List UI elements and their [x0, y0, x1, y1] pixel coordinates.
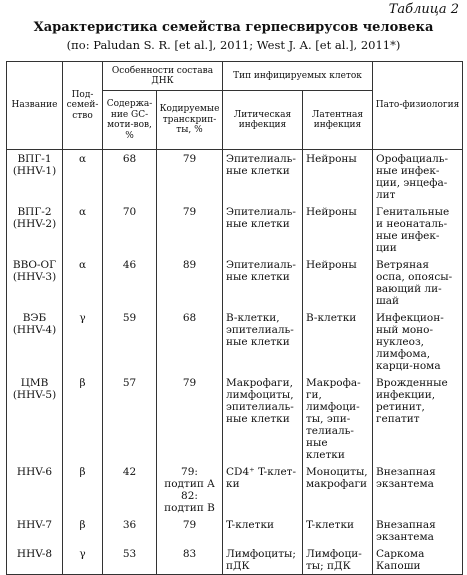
cell-name: ВПГ-2 (HHV-2): [7, 203, 63, 256]
cell-subfamily: β: [63, 374, 103, 463]
cell-subfamily: γ: [63, 309, 103, 374]
cell-lytic: Эпителиаль-ные клетки: [223, 150, 303, 204]
cell-name: HHV-7: [7, 516, 63, 545]
cell-subfamily: α: [63, 150, 103, 204]
table-row: [7, 309, 463, 374]
cell-transcripts: 79: подтип A 82: подтип B: [157, 463, 223, 516]
table-number: Таблица 2: [388, 2, 459, 17]
table-row: [7, 150, 463, 204]
cell-lytic: Эпителиаль-ные клетки: [223, 203, 303, 256]
cell-transcripts: 68: [157, 309, 223, 374]
cell-gc: 70: [103, 203, 157, 256]
table-subtitle: (по: Paludan S. R. [et al.], 2011; West J. A. [et al.], 2011*): [66, 38, 401, 52]
cell-gc: 42: [103, 463, 157, 516]
cell-pathophysiology: Врожденные инфекции, ретинит, гепатит: [373, 374, 463, 463]
cell-name: ВПГ-1 (HHV-1): [7, 150, 63, 204]
cell-subfamily: α: [63, 203, 103, 256]
cell-pathophysiology: Инфекцион-ный моно-нуклеоз, лимфома, карци-нома: [373, 309, 463, 374]
header-pathophysiology: Пато-физиология: [373, 62, 463, 150]
cell-gc: 36: [103, 516, 157, 545]
header-lytic: Литическая инфекция: [223, 91, 303, 150]
header-dna-group: Особенности состава ДНК: [103, 62, 223, 91]
table-row: [7, 516, 463, 545]
cell-pathophysiology: Генитальные и неонаталь-ные инфек-ции: [373, 203, 463, 256]
cell-pathophysiology: Внезапная экзантема: [373, 516, 463, 545]
cell-lytic: Макрофаги, лимфоциты, эпителиаль-ные клетки: [223, 374, 303, 463]
cell-pathophysiology: Ветряная оспа, опоясы-вающий ли-шай: [373, 256, 463, 309]
header-latent: Латентная инфекция: [303, 91, 373, 150]
cell-transcripts: 79: [157, 150, 223, 204]
cell-latent: Нейроны: [303, 203, 373, 256]
cell-gc: 46: [103, 256, 157, 309]
cell-gc: 68: [103, 150, 157, 204]
table-row: [7, 463, 463, 516]
table-row: [7, 203, 463, 256]
header-gc-content: Содержа-ние GC-моти-вов, %: [103, 91, 157, 150]
cell-subfamily: β: [63, 463, 103, 516]
cell-transcripts: 79: [157, 374, 223, 463]
cell-name: HHV-8: [7, 545, 63, 575]
header-name: Название: [7, 62, 63, 150]
cell-subfamily: β: [63, 516, 103, 545]
header-transcripts: Кодируемые транскрип-ты, %: [157, 91, 223, 150]
cell-latent: Макрофа-ги, лимфоци-ты, эпи-телиаль-ные клетки: [303, 374, 373, 463]
cell-name: HHV-6: [7, 463, 63, 516]
cell-name: ВВО-ОГ (HHV-3): [7, 256, 63, 309]
table-row: [7, 545, 463, 575]
cell-latent: T-клетки: [303, 516, 373, 545]
cell-name: ЦМВ (HHV-5): [7, 374, 63, 463]
cell-subfamily: γ: [63, 545, 103, 575]
cell-gc: 57: [103, 374, 157, 463]
cell-lytic: Эпителиаль-ные клетки: [223, 256, 303, 309]
cell-pathophysiology: Орофациаль-ные инфек-ции, энцефа-лит: [373, 150, 463, 204]
cell-lytic: CD4⁺ T-клет-ки: [223, 463, 303, 516]
cell-gc: 59: [103, 309, 157, 374]
cell-latent: B-клетки: [303, 309, 373, 374]
table-row: [7, 256, 463, 309]
herpesvirus-table: [6, 61, 463, 575]
cell-pathophysiology: Саркома Капоши: [373, 545, 463, 575]
cell-lytic: Лимфоциты; пДК: [223, 545, 303, 575]
cell-pathophysiology: Внезапная экзантема: [373, 463, 463, 516]
cell-latent: Моноциты, макрофаги: [303, 463, 373, 516]
cell-transcripts: 83: [157, 545, 223, 575]
cell-transcripts: 79: [157, 516, 223, 545]
table-row: [7, 374, 463, 463]
cell-subfamily: α: [63, 256, 103, 309]
header-cells-group: Тип инфицируемых клеток: [223, 62, 373, 91]
cell-latent: Нейроны: [303, 256, 373, 309]
cell-transcripts: 79: [157, 203, 223, 256]
cell-name: ВЭБ (HHV-4): [7, 309, 63, 374]
cell-lytic: T-клетки: [223, 516, 303, 545]
cell-latent: Лимфоци-ты; пДК: [303, 545, 373, 575]
table-title: Характеристика семейства герпесвирусов человека: [33, 20, 434, 35]
cell-latent: Нейроны: [303, 150, 373, 204]
cell-gc: 53: [103, 545, 157, 575]
header-subfamily: Под-семей-ство: [63, 62, 103, 150]
cell-transcripts: 89: [157, 256, 223, 309]
cell-lytic: B-клетки, эпителиаль-ные клетки: [223, 309, 303, 374]
